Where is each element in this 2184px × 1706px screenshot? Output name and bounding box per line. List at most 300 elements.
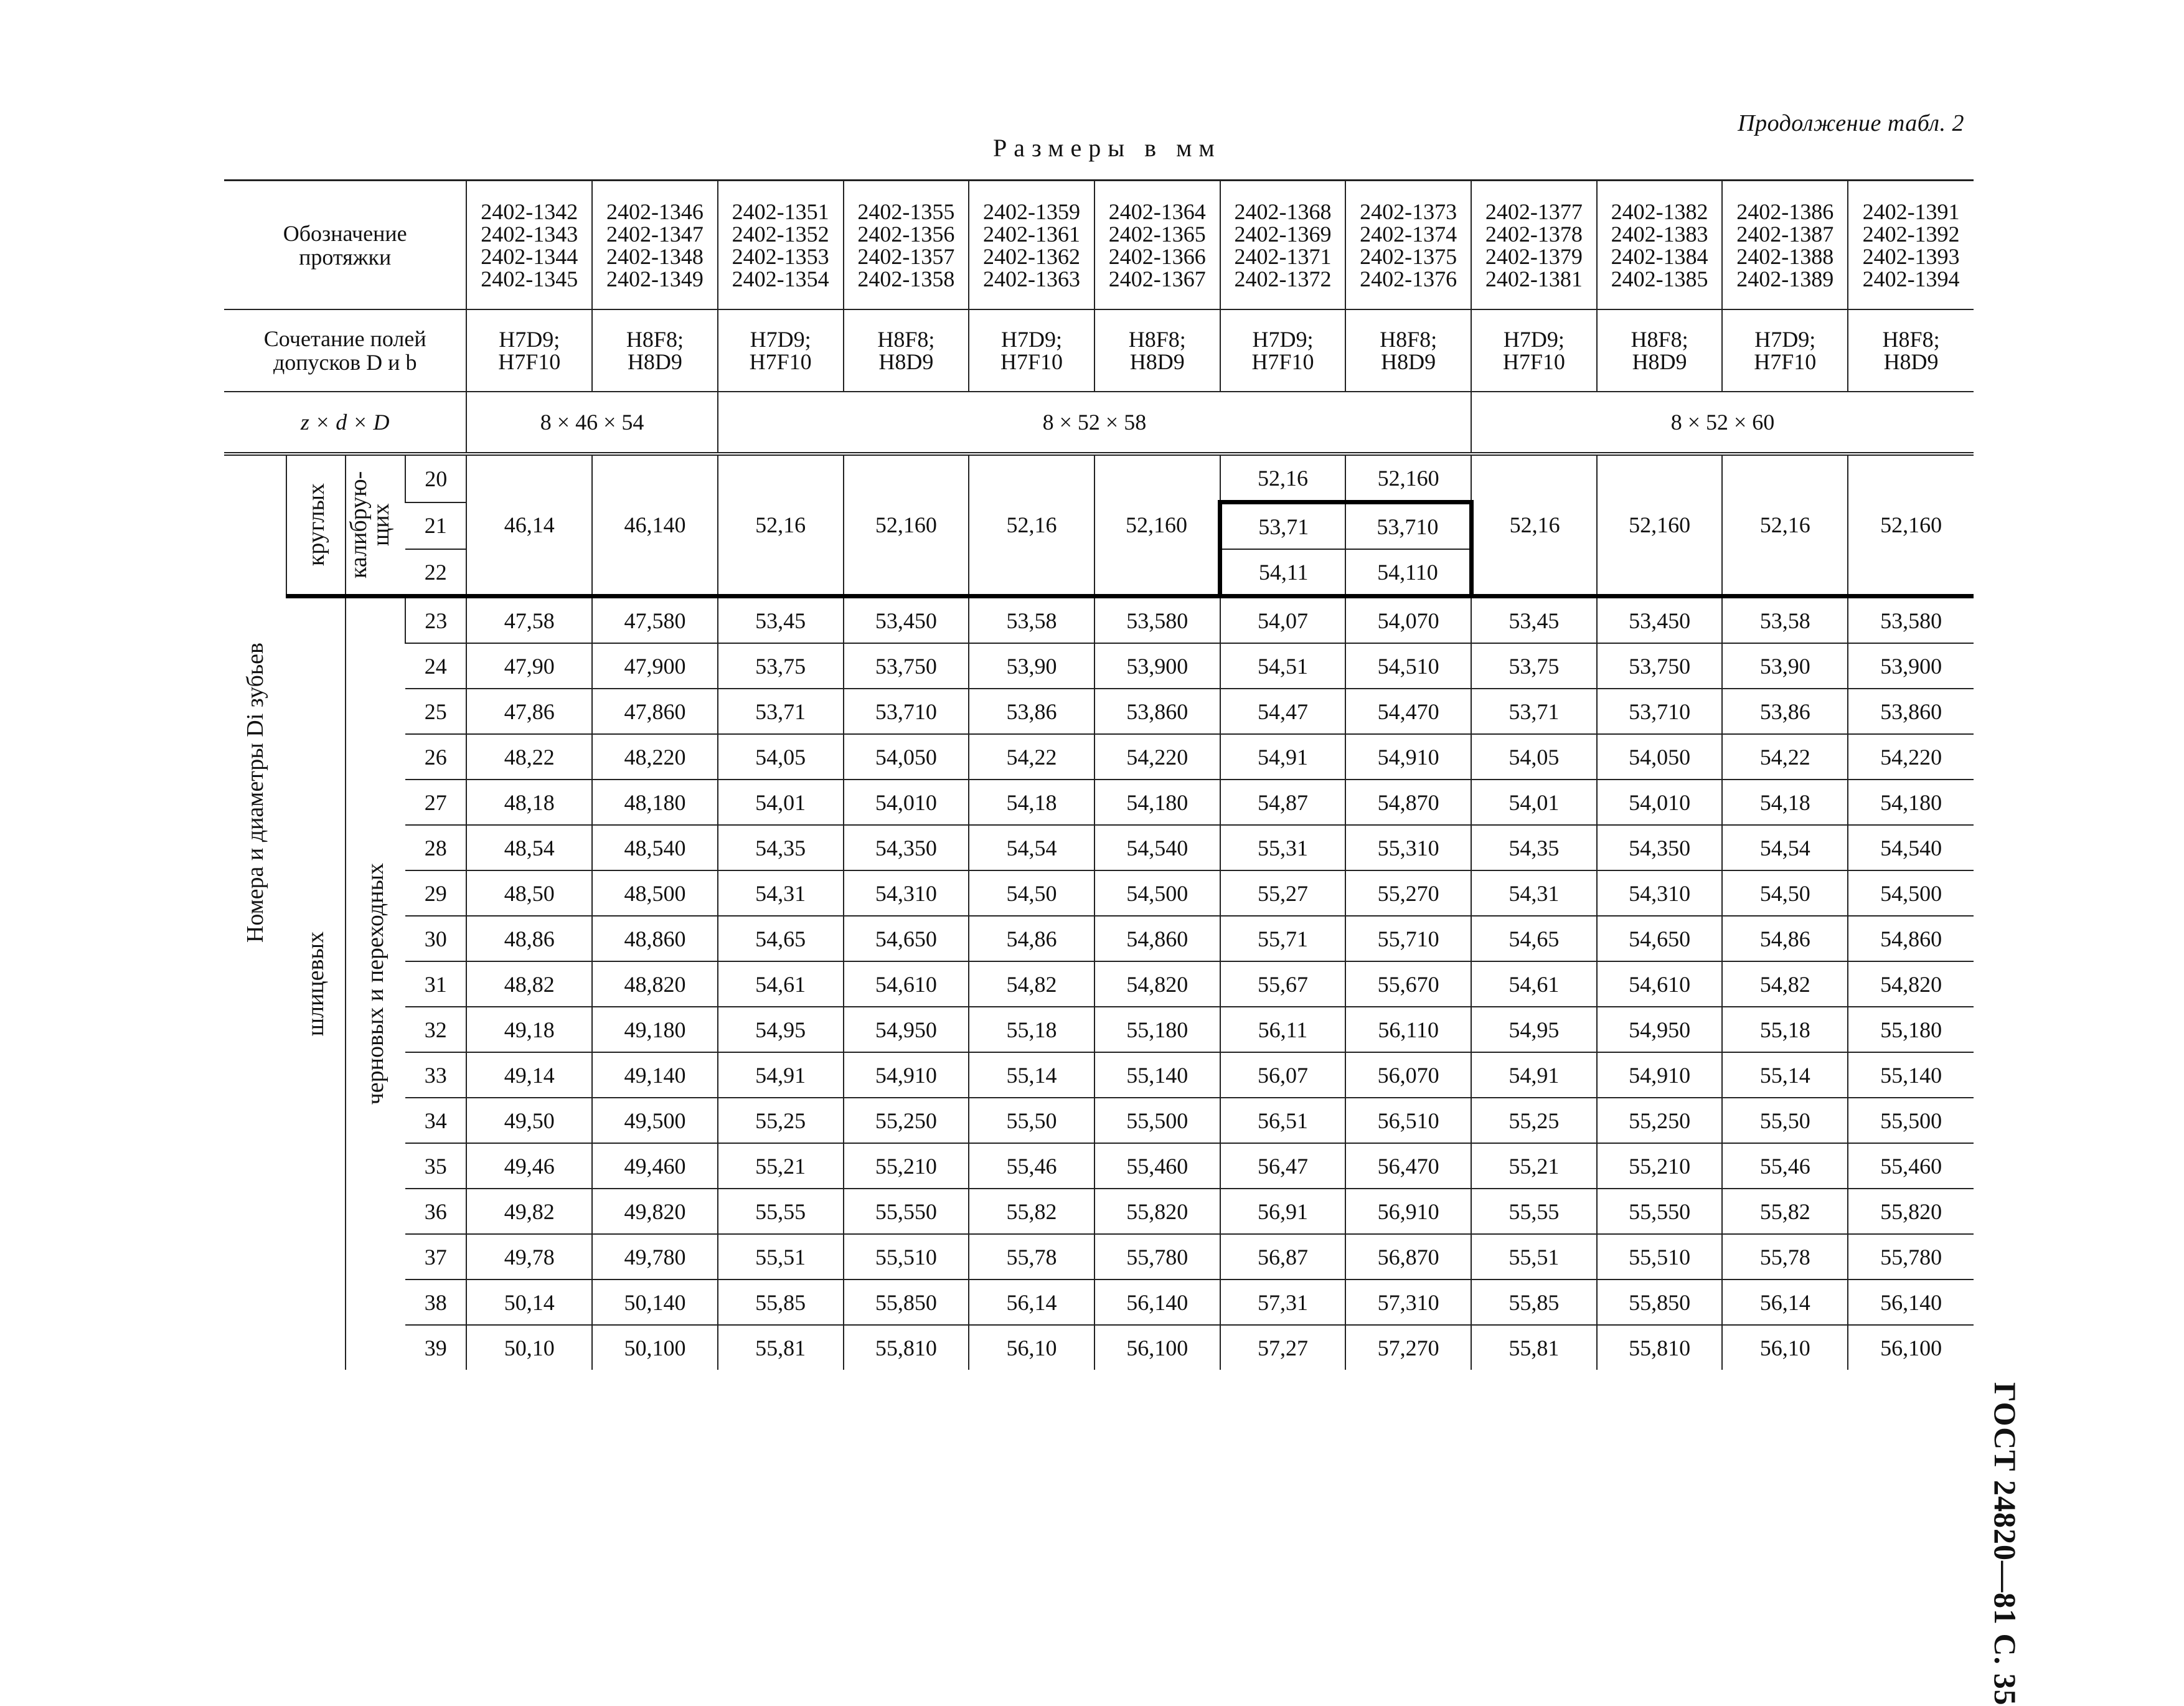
diameter-cell: 52,160 (844, 454, 969, 596)
diameter-cell: 53,71 (1220, 502, 1346, 550)
diameter-cell: 49,500 (592, 1098, 718, 1143)
tooth-number: 30 (405, 916, 466, 961)
diameter-cell: 55,55 (1471, 1189, 1597, 1234)
diameter-cell: 48,54 (466, 825, 592, 870)
diameter-cell: 53,86 (1722, 689, 1848, 734)
diameter-cell: 56,87 (1220, 1234, 1346, 1280)
designation-code: 2402-1353 (732, 243, 829, 269)
diameter-cell: 52,160 (1345, 454, 1471, 502)
diameter-cell: 57,270 (1345, 1325, 1471, 1370)
diameter-cell: 55,140 (1848, 1052, 1974, 1098)
designation-code: 2402-1385 (1611, 266, 1708, 291)
designation-code: 2402-1376 (1360, 266, 1457, 291)
designation-code: 2402-1358 (857, 266, 955, 291)
tolerance-cell (1848, 309, 1974, 392)
tooth-number: 28 (405, 825, 466, 870)
diameter-cell: 55,25 (718, 1098, 844, 1143)
tooth-number: 25 (405, 689, 466, 734)
designation-code: 2402-1363 (983, 266, 1081, 291)
diameter-cell: 55,78 (1722, 1234, 1848, 1280)
designation-code: 2402-1389 (1736, 266, 1834, 291)
designation-code: 2402-1362 (983, 243, 1081, 269)
document-side-label: ГОСТ 24820—81 С. 35 (1988, 1382, 2023, 1706)
tooth-number: 35 (405, 1143, 466, 1189)
diameter-cell: 55,210 (1597, 1143, 1723, 1189)
diameter-cell: 50,140 (592, 1280, 718, 1325)
diameter-cell: 55,31 (1220, 825, 1346, 870)
tolerance-cell (1597, 309, 1723, 392)
group-label-rough (346, 596, 405, 1370)
designation-code: 2402-1383 (1611, 221, 1708, 247)
diameter-cell: 55,510 (844, 1234, 969, 1280)
diameter-cell: 55,78 (969, 1234, 1094, 1280)
designation-code: 2402-1367 (1108, 266, 1206, 291)
diameter-cell: 48,180 (592, 780, 718, 825)
diameter-cell: 49,46 (466, 1143, 592, 1189)
diameter-cell: 54,82 (1722, 961, 1848, 1007)
diameter-cell: 54,070 (1345, 596, 1471, 644)
diameter-cell: 55,250 (844, 1098, 969, 1143)
designation-cell (466, 181, 592, 310)
diameter-cell: 54,50 (1722, 870, 1848, 916)
diameter-cell: 54,500 (1848, 870, 1974, 916)
diameter-cell: 50,100 (592, 1325, 718, 1370)
diameter-cell: 54,22 (1722, 734, 1848, 780)
diameter-cell: 55,18 (969, 1007, 1094, 1052)
diameter-cell: 56,870 (1345, 1234, 1471, 1280)
tolerance-value: H7D9; (499, 327, 560, 352)
designation-code: 2402-1381 (1485, 266, 1583, 291)
designation-code: 2402-1348 (606, 243, 704, 269)
designation-code: 2402-1352 (732, 221, 829, 247)
diameter-cell: 54,220 (1848, 734, 1974, 780)
diameter-cell: 46,14 (466, 454, 592, 596)
tolerance-value: H7F10 (498, 349, 561, 374)
designation-code: 2402-1365 (1108, 221, 1206, 247)
diameter-cell: 55,810 (844, 1325, 969, 1370)
diameter-cell: 55,55 (718, 1189, 844, 1234)
diameter-cell: 54,31 (1471, 870, 1597, 916)
tolerance-cell (1471, 309, 1597, 392)
diameter-cell: 56,11 (1220, 1007, 1346, 1052)
diameter-cell: 48,86 (466, 916, 592, 961)
tolerance-cell (466, 309, 592, 392)
diameter-cell: 54,180 (1094, 780, 1220, 825)
diameter-cell: 56,510 (1345, 1098, 1471, 1143)
diameter-cell: 54,470 (1345, 689, 1471, 734)
diameter-cell: 54,050 (844, 734, 969, 780)
diameter-cell: 54,910 (844, 1052, 969, 1098)
tolerance-value: H8F8; (1128, 327, 1186, 352)
diameter-cell: 55,82 (969, 1189, 1094, 1234)
diameter-cell: 54,540 (1094, 825, 1220, 870)
designation-code: 2402-1357 (857, 243, 955, 269)
designation-code: 2402-1375 (1360, 243, 1457, 269)
tolerance-value: H7D9; (1252, 327, 1314, 352)
diameter-cell: 52,16 (718, 454, 844, 596)
designation-cell (592, 181, 718, 310)
tooth-number: 22 (405, 549, 466, 596)
diameter-cell: 54,950 (1597, 1007, 1723, 1052)
diameter-cell: 55,850 (1597, 1280, 1723, 1325)
diameter-cell: 56,140 (1848, 1280, 1974, 1325)
designation-code: 2402-1371 (1234, 243, 1332, 269)
group-label-round-text: круглых (303, 483, 329, 567)
diameter-cell: 54,51 (1220, 643, 1346, 689)
tolerance-value: H7F10 (1754, 349, 1817, 374)
tolerance-value: H8D9 (1129, 349, 1185, 374)
tolerance-cell (718, 309, 844, 392)
continuation-note: Продолжение табл. 2 (1738, 110, 1964, 136)
row-label-tolerance (224, 309, 466, 392)
diameter-cell: 54,18 (969, 780, 1094, 825)
row-label-zdD: z × d × D (224, 392, 466, 454)
diameter-cell: 56,110 (1345, 1007, 1471, 1052)
diameter-cell: 54,54 (1722, 825, 1848, 870)
diameter-cell: 49,820 (592, 1189, 718, 1234)
diameter-cell: 56,07 (1220, 1052, 1346, 1098)
diameter-cell: 48,500 (592, 870, 718, 916)
diameter-cell: 53,900 (1094, 643, 1220, 689)
tolerance-value: H7F10 (1502, 349, 1565, 374)
diameter-cell: 53,900 (1848, 643, 1974, 689)
diameter-cell: 56,140 (1094, 1280, 1220, 1325)
diameter-cell: 54,510 (1345, 643, 1471, 689)
diameter-cell: 55,85 (718, 1280, 844, 1325)
diameter-cell: 54,610 (844, 961, 969, 1007)
diameter-cell: 54,82 (969, 961, 1094, 1007)
diameter-cell: 54,910 (1597, 1052, 1723, 1098)
diameter-cell: 55,850 (844, 1280, 969, 1325)
diameter-cell: 55,510 (1597, 1234, 1723, 1280)
diameter-cell: 54,07 (1220, 596, 1346, 644)
diameter-cell: 46,140 (592, 454, 718, 596)
size-cell: 8 × 52 × 60 (1471, 392, 1974, 454)
group-label-rough-text: черновых и переходных (362, 863, 388, 1105)
tolerance-value: H7D9; (1001, 327, 1063, 352)
diameter-cell: 54,500 (1094, 870, 1220, 916)
tooth-number: 36 (405, 1189, 466, 1234)
broach-dimensions-table (224, 179, 1974, 1370)
diameter-cell: 54,05 (718, 734, 844, 780)
diameter-cell: 53,90 (969, 643, 1094, 689)
diameter-cell: 47,900 (592, 643, 718, 689)
diameter-cell: 53,75 (718, 643, 844, 689)
diameter-cell: 54,610 (1597, 961, 1723, 1007)
tooth-number: 39 (405, 1325, 466, 1370)
diameter-cell: 55,460 (1094, 1143, 1220, 1189)
diameter-cell: 54,95 (718, 1007, 844, 1052)
group-label-round (286, 454, 345, 596)
diameter-cell: 54,820 (1094, 961, 1220, 1007)
diameter-cell: 54,87 (1220, 780, 1346, 825)
tooth-number: 24 (405, 643, 466, 689)
diameter-cell: 54,540 (1848, 825, 1974, 870)
diameter-cell: 52,160 (1848, 454, 1974, 596)
diameter-cell: 54,65 (718, 916, 844, 961)
designation-code: 2402-1379 (1485, 243, 1583, 269)
diameter-cell: 55,140 (1094, 1052, 1220, 1098)
diameter-cell: 49,180 (592, 1007, 718, 1052)
designation-code: 2402-1351 (732, 199, 829, 224)
diameter-cell: 57,27 (1220, 1325, 1346, 1370)
diameter-cell: 48,860 (592, 916, 718, 961)
designation-code: 2402-1394 (1862, 266, 1960, 291)
diameter-cell: 54,61 (718, 961, 844, 1007)
diameter-cell: 56,070 (1345, 1052, 1471, 1098)
diameter-cell: 55,310 (1345, 825, 1471, 870)
tolerance-value: H7F10 (1000, 349, 1063, 374)
designation-cell (1722, 181, 1848, 310)
diameter-cell: 54,01 (718, 780, 844, 825)
tooth-number: 27 (405, 780, 466, 825)
diameter-cell: 55,46 (1722, 1143, 1848, 1189)
group-label-calib (346, 454, 405, 596)
diameter-cell: 56,47 (1220, 1143, 1346, 1189)
group-label-spline (286, 596, 345, 1370)
diameter-cell: 53,86 (969, 689, 1094, 734)
diameter-cell: 55,81 (1471, 1325, 1597, 1370)
diameter-cell: 54,870 (1345, 780, 1471, 825)
designation-code: 2402-1366 (1108, 243, 1206, 269)
tooth-number: 26 (405, 734, 466, 780)
designation-code: 2402-1368 (1234, 199, 1332, 224)
diameter-cell: 48,540 (592, 825, 718, 870)
diameter-cell: 54,910 (1345, 734, 1471, 780)
diameter-cell: 54,91 (718, 1052, 844, 1098)
diameter-cell: 53,90 (1722, 643, 1848, 689)
designation-code: 2402-1393 (1862, 243, 1960, 269)
diameter-cell: 55,21 (718, 1143, 844, 1189)
diameter-cell: 55,250 (1597, 1098, 1723, 1143)
diameter-cell: 55,71 (1220, 916, 1346, 961)
diameter-cell: 52,160 (1597, 454, 1723, 596)
designation-code: 2402-1361 (983, 221, 1081, 247)
tolerance-value: H8F8; (626, 327, 684, 352)
designation-code: 2402-1377 (1485, 199, 1583, 224)
tolerance-value: H8D9 (1883, 349, 1939, 374)
designation-code: 2402-1372 (1234, 266, 1332, 291)
diameter-cell: 57,31 (1220, 1280, 1346, 1325)
diameter-cell: 56,100 (1094, 1325, 1220, 1370)
diameter-cell: 53,71 (718, 689, 844, 734)
tolerance-value: H8D9 (1381, 349, 1436, 374)
diameter-cell: 54,35 (718, 825, 844, 870)
diameter-cell: 54,650 (1597, 916, 1723, 961)
diameter-cell: 49,78 (466, 1234, 592, 1280)
tolerance-value: H8D9 (878, 349, 934, 374)
tooth-number: 31 (405, 961, 466, 1007)
diameter-cell: 50,10 (466, 1325, 592, 1370)
group-label-outer (224, 454, 286, 1370)
diameter-cell: 54,86 (1722, 916, 1848, 961)
diameter-cell: 55,18 (1722, 1007, 1848, 1052)
diameter-cell: 47,580 (592, 596, 718, 644)
diameter-cell: 53,710 (844, 689, 969, 734)
diameter-cell: 55,27 (1220, 870, 1346, 916)
tolerance-label-text: Сочетание полей допусков D и b (263, 326, 426, 375)
diameter-cell: 49,460 (592, 1143, 718, 1189)
diameter-cell: 55,14 (1722, 1052, 1848, 1098)
diameter-cell: 54,110 (1345, 549, 1471, 596)
diameter-cell: 52,16 (1471, 454, 1597, 596)
designation-code: 2402-1349 (606, 266, 704, 291)
diameter-cell: 55,81 (718, 1325, 844, 1370)
designation-code: 2402-1387 (1736, 221, 1834, 247)
designation-code: 2402-1374 (1360, 221, 1457, 247)
diameter-cell: 55,820 (1094, 1189, 1220, 1234)
diameter-cell: 53,45 (718, 596, 844, 644)
diameter-cell: 53,710 (1345, 502, 1471, 550)
designation-code: 2402-1347 (606, 221, 704, 247)
diameter-cell: 47,90 (466, 643, 592, 689)
tolerance-value: H7D9; (1503, 327, 1565, 352)
diameter-cell: 49,50 (466, 1098, 592, 1143)
diameter-cell: 54,650 (844, 916, 969, 961)
group-label-calib-text: калибрую-щих (345, 471, 394, 579)
diameter-cell: 47,58 (466, 596, 592, 644)
diameter-cell: 55,51 (1471, 1234, 1597, 1280)
designation-code: 2402-1391 (1862, 199, 1960, 224)
diameter-cell: 55,14 (969, 1052, 1094, 1098)
tolerance-value: H8D9 (1632, 349, 1687, 374)
tolerance-value: H8F8; (1380, 327, 1438, 352)
diameter-cell: 53,580 (1848, 596, 1974, 644)
diameter-cell: 53,75 (1471, 643, 1597, 689)
diameter-cell: 55,460 (1848, 1143, 1974, 1189)
diameter-cell: 53,750 (844, 643, 969, 689)
designation-cell (1345, 181, 1471, 310)
diameter-cell: 53,710 (1597, 689, 1723, 734)
diameter-cell: 53,750 (1597, 643, 1723, 689)
diameter-cell: 55,25 (1471, 1098, 1597, 1143)
tolerance-value: H8F8; (1882, 327, 1940, 352)
size-cell: 8 × 52 × 58 (718, 392, 1471, 454)
tolerance-cell (592, 309, 718, 392)
group-label-outer-text: Номера и диаметры Di зубьев (242, 643, 268, 943)
tooth-number: 33 (405, 1052, 466, 1098)
designation-code: 2402-1359 (983, 199, 1081, 224)
tolerance-value: H7F10 (749, 349, 812, 374)
diameter-cell: 56,10 (1722, 1325, 1848, 1370)
diameter-cell: 48,220 (592, 734, 718, 780)
designation-code: 2402-1373 (1360, 199, 1457, 224)
diameter-cell: 49,780 (592, 1234, 718, 1280)
diameter-cell: 54,180 (1848, 780, 1974, 825)
diameter-cell: 55,67 (1220, 961, 1346, 1007)
diameter-cell: 54,91 (1220, 734, 1346, 780)
diameter-cell: 55,550 (1597, 1189, 1723, 1234)
diameter-cell: 49,14 (466, 1052, 592, 1098)
diameter-cell: 53,860 (1094, 689, 1220, 734)
diameter-cell: 54,47 (1220, 689, 1346, 734)
tolerance-value: H8D9 (627, 349, 682, 374)
tolerance-cell (1220, 309, 1346, 392)
diameter-cell: 56,51 (1220, 1098, 1346, 1143)
diameter-cell: 54,65 (1471, 916, 1597, 961)
diameter-cell: 54,220 (1094, 734, 1220, 780)
diameter-cell: 55,50 (1722, 1098, 1848, 1143)
diameter-cell: 54,01 (1471, 780, 1597, 825)
diameter-cell: 54,11 (1220, 549, 1346, 596)
diameter-cell: 47,86 (466, 689, 592, 734)
diameter-cell: 48,820 (592, 961, 718, 1007)
designation-code: 2402-1386 (1736, 199, 1834, 224)
diameter-cell: 54,22 (969, 734, 1094, 780)
designation-code: 2402-1354 (732, 266, 829, 291)
diameter-cell: 50,14 (466, 1280, 592, 1325)
diameter-cell: 55,50 (969, 1098, 1094, 1143)
diameter-cell: 55,820 (1848, 1189, 1974, 1234)
diameter-cell: 48,82 (466, 961, 592, 1007)
diameter-cell: 52,160 (1094, 454, 1220, 596)
diameter-cell: 55,210 (844, 1143, 969, 1189)
designation-cell (1094, 181, 1220, 310)
designation-code: 2402-1342 (481, 199, 578, 224)
diameter-cell: 55,550 (844, 1189, 969, 1234)
diameter-cell: 55,180 (1094, 1007, 1220, 1052)
diameter-cell: 54,860 (1094, 916, 1220, 961)
diameter-cell: 55,82 (1722, 1189, 1848, 1234)
diameter-cell: 53,580 (1094, 596, 1220, 644)
diameter-cell: 55,180 (1848, 1007, 1974, 1052)
diameter-cell: 52,16 (969, 454, 1094, 596)
diameter-cell: 55,500 (1848, 1098, 1974, 1143)
designation-code: 2402-1343 (481, 221, 578, 247)
diameter-cell: 54,50 (969, 870, 1094, 916)
diameter-cell: 56,14 (969, 1280, 1094, 1325)
diameter-cell: 54,31 (718, 870, 844, 916)
diameter-cell: 56,910 (1345, 1189, 1471, 1234)
tolerance-value: H7F10 (1251, 349, 1314, 374)
diameter-cell: 55,270 (1345, 870, 1471, 916)
diameter-cell: 54,010 (844, 780, 969, 825)
designation-code: 2402-1388 (1736, 243, 1834, 269)
diameter-cell: 54,860 (1848, 916, 1974, 961)
designation-code: 2402-1378 (1485, 221, 1583, 247)
diameter-cell: 55,780 (1094, 1234, 1220, 1280)
designation-code: 2402-1356 (857, 221, 955, 247)
designation-cell (1471, 181, 1597, 310)
tooth-number: 23 (405, 596, 466, 644)
diameter-cell: 48,22 (466, 734, 592, 780)
diameter-cell: 53,58 (1722, 596, 1848, 644)
tooth-number: 34 (405, 1098, 466, 1143)
diameter-cell: 47,860 (592, 689, 718, 734)
tooth-number: 32 (405, 1007, 466, 1052)
diameter-cell: 54,310 (1597, 870, 1723, 916)
designation-code: 2402-1369 (1234, 221, 1332, 247)
diameter-cell: 54,86 (969, 916, 1094, 961)
tolerance-cell (1094, 309, 1220, 392)
tooth-number: 20 (405, 454, 466, 502)
diameter-cell: 54,61 (1471, 961, 1597, 1007)
designation-code: 2402-1364 (1108, 199, 1206, 224)
diameter-cell: 55,51 (718, 1234, 844, 1280)
diameter-cell: 55,500 (1094, 1098, 1220, 1143)
diameter-cell: 49,140 (592, 1052, 718, 1098)
diameter-cell: 54,350 (1597, 825, 1723, 870)
tooth-number: 29 (405, 870, 466, 916)
diameter-cell: 55,710 (1345, 916, 1471, 961)
units-caption: Размеры в мм (993, 134, 1221, 162)
diameter-cell: 54,050 (1597, 734, 1723, 780)
diameter-cell: 56,100 (1848, 1325, 1974, 1370)
tolerance-cell (1345, 309, 1471, 392)
diameter-cell: 52,16 (1220, 454, 1346, 502)
diameter-cell: 56,10 (969, 1325, 1094, 1370)
diameter-cell: 56,470 (1345, 1143, 1471, 1189)
